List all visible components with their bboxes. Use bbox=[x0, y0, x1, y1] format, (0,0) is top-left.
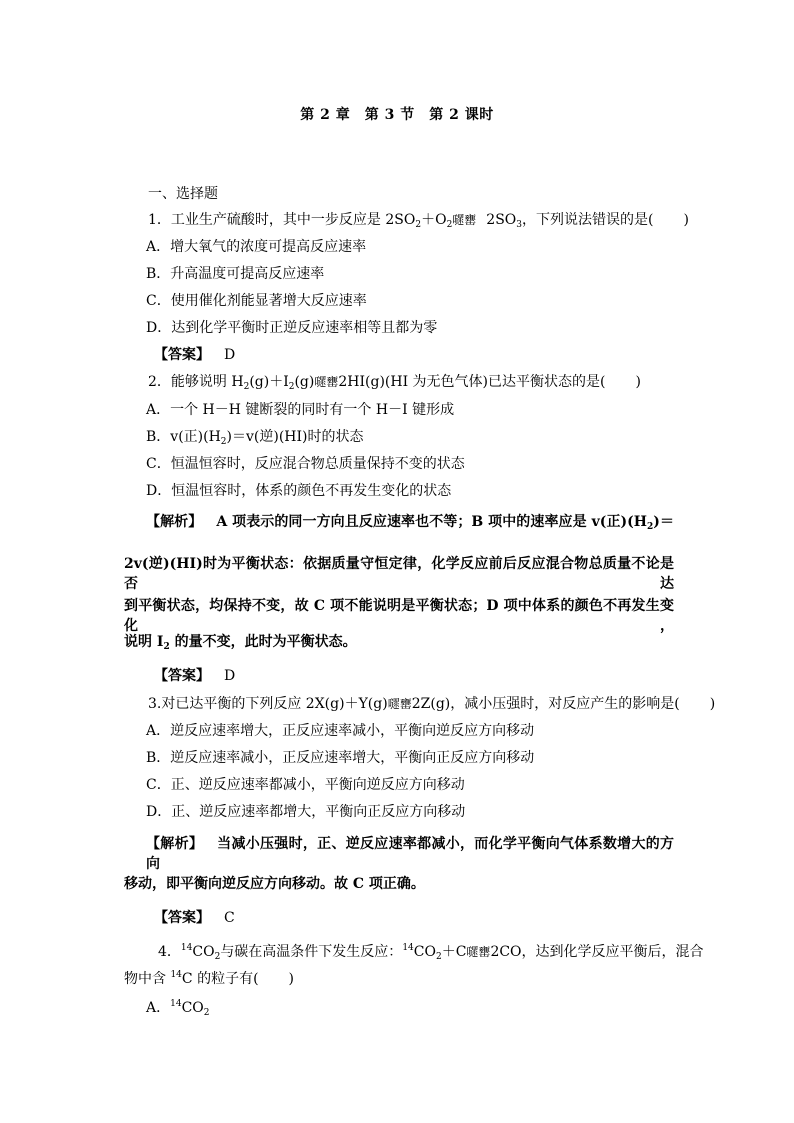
q2-option-c: C．恒温恒容时，反应混合物总质量保持不变的状态 bbox=[146, 456, 465, 472]
subscript: 2 bbox=[214, 952, 221, 962]
question-2-stem bbox=[148, 372, 641, 397]
reaction-arrow-text: 嚃罋 bbox=[314, 375, 339, 389]
answer-label: 【答案】 bbox=[154, 910, 210, 926]
q1-stem-text: ，下列说法错误的是( bbox=[522, 212, 654, 228]
q3-analysis-line-2: 移动，即平衡向逆反应方向移动。故 C 项正确。 bbox=[124, 876, 425, 892]
page-title: 第 2 章 第 3 节 第 2 课时 bbox=[300, 107, 494, 123]
subscript: 2 bbox=[243, 382, 250, 392]
subscript: 2 bbox=[203, 1008, 210, 1018]
q2-stem-text: 2．能够说明 H bbox=[148, 374, 244, 390]
q2-option-b-text: )＝v(逆)(HI)时的状态 bbox=[226, 429, 364, 445]
q4-stem-text: 2CO，达到化学反应平衡后，混合 bbox=[490, 944, 704, 960]
q2-analysis-line-2: 2v(逆)(HI)时为平衡状态：依据质量守恒定律，化学反应前后反应混合物总质量不论是否达 bbox=[124, 556, 674, 592]
answer-value: C bbox=[224, 910, 235, 926]
q1-option-d: D．达到化学平衡时正逆反应速率相等且都为零 bbox=[146, 320, 438, 336]
reaction-arrow-text: 嚃罋 bbox=[387, 697, 412, 711]
q2-option-b-text: B．v(正)(H bbox=[146, 429, 221, 445]
q2-option-d: D．恒温恒容时，体系的颜色不再发生变化的状态 bbox=[146, 483, 452, 499]
analysis-text: 的量不变，此时为平衡状态。 bbox=[169, 634, 357, 650]
answer-value: D bbox=[224, 347, 236, 363]
q2-stem-text: (g) bbox=[294, 374, 315, 390]
q1-option-b: B．升高温度可提高反应速率 bbox=[146, 266, 325, 282]
q1-option-c: C．使用催化剂能显著增大反应速率 bbox=[146, 293, 367, 309]
subscript: 2 bbox=[288, 382, 295, 392]
answer-label: 【答案】 bbox=[154, 668, 210, 684]
q3-analysis-line-1 bbox=[146, 834, 674, 874]
q1-stem-text: ) bbox=[683, 212, 689, 228]
analysis-text: )＝ bbox=[653, 514, 674, 530]
q4-stem-text: C 的粒子有( bbox=[181, 971, 259, 987]
q2-option-b bbox=[146, 427, 364, 452]
q3-option-b: B．逆反应速率减小，正反应速率增大，平衡向正反应方向移动 bbox=[146, 750, 535, 766]
q4-stem-text: CO bbox=[192, 944, 215, 960]
superscript: 14 bbox=[170, 999, 182, 1009]
q3-answer bbox=[154, 908, 235, 928]
q3-stem-text: 3.对已达平衡的下列反应 2X(g)＋Y(g) bbox=[148, 696, 388, 712]
q4-stem-text: 4． bbox=[158, 944, 181, 960]
superscript: 14 bbox=[170, 970, 182, 980]
q1-option-a: A．增大氧气的浓度可提高反应速率 bbox=[146, 239, 367, 255]
subscript: 2 bbox=[435, 952, 442, 962]
q4-stem-text: 物中含 bbox=[124, 971, 171, 987]
q1-stem-text: 1．工业生产硫酸时，其中一步反应是 2SO bbox=[148, 212, 416, 228]
q2-option-a: A．一个 H－H 键断裂的同时有一个 H－I 键形成 bbox=[146, 402, 455, 418]
analysis-text: 当减小压强时，正、逆反应速率都减小，而化学平衡向气体系数增大的方向 bbox=[146, 836, 675, 872]
subscript: 2 bbox=[647, 522, 654, 532]
q2-stem-text: ) bbox=[635, 374, 641, 390]
q3-stem-text: 2Z(g)，减小压强时，对反应产生的影响是( bbox=[411, 696, 680, 712]
q3-option-a: A．逆反应速率增大，正反应速率减小，平衡向逆反应方向移动 bbox=[146, 723, 535, 739]
q3-option-d: D．正、逆反应速率都增大，平衡向正反应方向移动 bbox=[146, 804, 466, 820]
q4-stem-text: CO bbox=[413, 944, 436, 960]
analysis-text: A 项表示的同一方向且反应速率也不等；B 项中的速率应是 v(正)(H bbox=[216, 514, 648, 530]
option-text: CO bbox=[181, 1000, 204, 1016]
analysis-text: 说明 I bbox=[124, 634, 164, 650]
analysis-label: 【解析】 bbox=[146, 514, 203, 530]
question-3-stem bbox=[148, 694, 715, 714]
q2-answer bbox=[154, 666, 235, 686]
answer-value: D bbox=[224, 668, 236, 684]
q2-analysis-line-1 bbox=[146, 512, 674, 537]
q1-stem-text: 2SO bbox=[486, 212, 517, 228]
subscript: 2 bbox=[220, 437, 227, 447]
question-1-stem bbox=[148, 210, 689, 235]
question-4-stem-line-1 bbox=[158, 938, 704, 967]
q4-stem-text: ) bbox=[288, 971, 294, 987]
answer-label: 【答案】 bbox=[154, 347, 210, 363]
q4-stem-text: ＋C bbox=[441, 944, 467, 960]
option-prefix: A． bbox=[146, 1000, 171, 1016]
q2-analysis-line-4 bbox=[124, 632, 674, 657]
section-heading: 一、选择题 bbox=[148, 186, 218, 202]
subscript: 2 bbox=[446, 220, 453, 230]
q2-stem-text: 2HI(g)(HI 为无色气体)已达平衡状态的是( bbox=[338, 374, 606, 390]
subscript: 3 bbox=[516, 220, 523, 230]
subscript: 2 bbox=[163, 642, 170, 652]
q4-option-a bbox=[146, 994, 210, 1023]
question-4-stem-line-2 bbox=[124, 965, 294, 989]
analysis-label: 【解析】 bbox=[146, 836, 204, 852]
superscript: 14 bbox=[402, 943, 414, 953]
q2-analysis-line-3: 到平衡状态，均保持不变，故 C 项不能说明是平衡状态；D 项中体系的颜色不再发生变化， bbox=[124, 598, 674, 634]
q1-answer bbox=[154, 345, 235, 365]
reaction-arrow-text: 嚃罋 bbox=[466, 945, 491, 959]
q4-stem-text: 与碳在高温条件下发生反应： bbox=[220, 944, 403, 960]
q3-stem-text: ) bbox=[709, 696, 716, 712]
subscript: 2 bbox=[415, 220, 422, 230]
superscript: 14 bbox=[180, 943, 193, 953]
reaction-arrow-text: 嚃罋 bbox=[452, 213, 477, 227]
q3-option-c: C．正、逆反应速率都减小，平衡向逆反应方向移动 bbox=[146, 777, 465, 793]
q2-stem-text: (g)＋I bbox=[249, 374, 289, 390]
q1-stem-text: ＋O bbox=[421, 212, 447, 228]
